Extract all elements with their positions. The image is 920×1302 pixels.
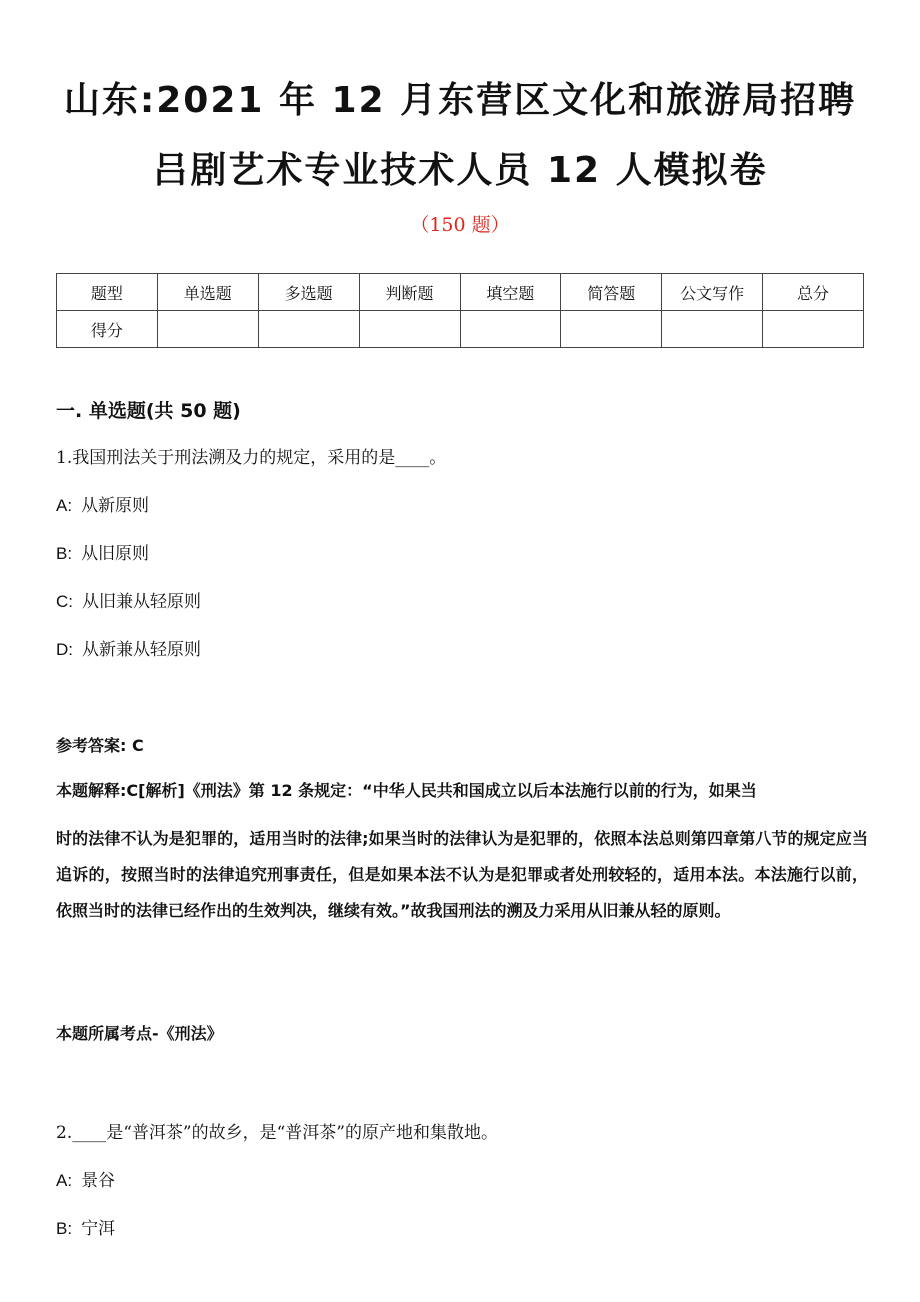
option-text: 从旧兼从轻原则 — [82, 592, 201, 612]
score-header-cell: 填空题 — [460, 274, 561, 311]
option-text: 宁洱 — [81, 1219, 116, 1239]
option-b[interactable] — [56, 539, 149, 564]
option-key: B: — [56, 544, 73, 563]
question-count: （150 题） — [410, 214, 510, 236]
score-header-cell: 多选题 — [258, 274, 359, 311]
option-key: D: — [56, 640, 73, 659]
score-cell[interactable] — [763, 311, 864, 348]
score-cell[interactable] — [258, 311, 359, 348]
option-text: 从新原则 — [81, 496, 150, 516]
score-table — [56, 273, 864, 348]
question-stem: 2.____是“普洱茶”的故乡，是“普洱茶”的原产地和集散地。 — [56, 1123, 498, 1143]
option-key: C: — [56, 592, 73, 611]
score-header-cell: 公文写作 — [662, 274, 763, 311]
option-d[interactable] — [56, 635, 201, 660]
score-cell[interactable] — [460, 311, 561, 348]
document-title-line-1: 山东:2021 年 12 月东营区文化和旅游局招聘 — [63, 80, 857, 121]
score-table-header-row — [57, 274, 864, 311]
document-title-line-2: 吕剧艺术专业技术人员 12 人模拟卷 — [152, 150, 768, 191]
score-header-cell: 简答题 — [561, 274, 662, 311]
option-text: 从旧原则 — [81, 544, 150, 564]
score-cell[interactable] — [359, 311, 460, 348]
answer-explanation — [56, 777, 868, 929]
option-a[interactable] — [56, 1166, 115, 1191]
score-table-score-row — [57, 311, 864, 348]
explanation-line-1: 本题解释:C[解析]《刑法》第 12 条规定：“中华人民共和国成立以后本法施行以前的行为，如果当 — [56, 781, 757, 800]
option-c[interactable] — [56, 587, 201, 612]
score-header-cell: 总分 — [763, 274, 864, 311]
reference-answer: 参考答案: C — [56, 736, 144, 755]
score-cell[interactable] — [561, 311, 662, 348]
score-row-label: 得分 — [57, 311, 158, 348]
option-key: B: — [56, 1219, 73, 1238]
score-header-cell: 判断题 — [359, 274, 460, 311]
explanation-body: 时的法律不认为是犯罪的，适用当时的法律;如果当时的法律认为是犯罪的，依照本法总则第四章第八节的规定应当追诉的，按照当时的法律追究刑事责任，但是如果本法不认为是犯罪或者处刑较轻的，适用本法。本法施行以前，依照当时的法律已经作出的生效判决，继续有效。”故我国刑法的溯及力采用从旧兼从轻的原则。 — [56, 829, 868, 920]
section-heading: 一. 单选题(共 50 题) — [56, 400, 241, 422]
option-text: 从新兼从轻原则 — [82, 640, 201, 660]
option-a[interactable] — [56, 491, 149, 516]
score-cell[interactable] — [157, 311, 258, 348]
option-b[interactable] — [56, 1214, 115, 1239]
question-stem: 1.我国刑法关于刑法溯及力的规定，采用的是____。 — [56, 448, 447, 468]
option-key: A: — [56, 496, 73, 515]
option-text: 景谷 — [81, 1171, 116, 1191]
option-key: A: — [56, 1171, 73, 1190]
topic-tag: 本题所属考点-《刑法》 — [56, 1024, 223, 1043]
score-cell[interactable] — [662, 311, 763, 348]
score-header-cell: 题型 — [57, 274, 158, 311]
score-header-cell: 单选题 — [157, 274, 258, 311]
